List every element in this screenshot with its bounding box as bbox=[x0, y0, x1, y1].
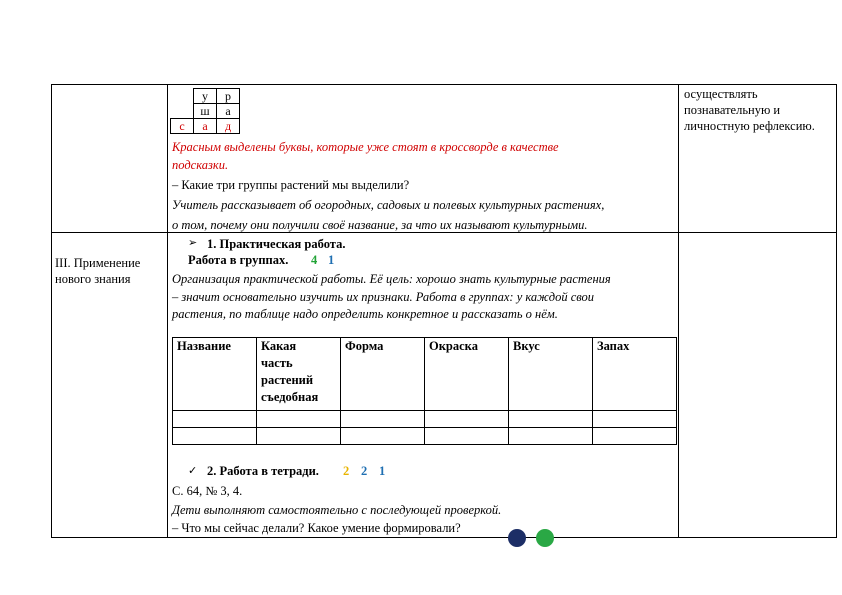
crossword-cell: а bbox=[217, 104, 240, 119]
table-cell[interactable] bbox=[425, 428, 509, 445]
teacher-note-line: Учитель рассказывает об огородных, садовых и полевых культурных растениях, bbox=[172, 198, 605, 212]
green-circle-icon bbox=[536, 529, 554, 547]
table-cell[interactable] bbox=[593, 411, 677, 428]
question-line: – Какие три группы растений мы выделили? bbox=[172, 178, 410, 192]
crossword-cell-hint: д bbox=[217, 119, 240, 134]
red-note-line: Красным выделены буквы, которые уже стоят в кроссворде в качестве bbox=[172, 140, 559, 154]
group-number-green: 4 bbox=[311, 253, 318, 267]
group-number-blue: 1 bbox=[328, 253, 335, 267]
table-cell[interactable] bbox=[341, 428, 425, 445]
number-blue: 2 bbox=[361, 464, 368, 478]
table-cell[interactable] bbox=[173, 411, 257, 428]
bullet-arrow-icon: ➢ bbox=[188, 237, 198, 249]
table-header-cell: Вкус bbox=[509, 338, 593, 411]
table-header-cell: Форма bbox=[341, 338, 425, 411]
table-header-cell: Какая часть растений съедобная bbox=[257, 338, 341, 411]
crossword-cell: ш bbox=[194, 104, 217, 119]
table-bottom-border bbox=[51, 537, 837, 538]
crossword-cell bbox=[171, 104, 194, 119]
table-cell[interactable] bbox=[257, 411, 341, 428]
table-cell[interactable] bbox=[257, 428, 341, 445]
table-cell[interactable] bbox=[341, 411, 425, 428]
crossword-cell-hint: с bbox=[171, 119, 194, 134]
table-cell[interactable] bbox=[593, 428, 677, 445]
crossword-cell: у bbox=[194, 89, 217, 104]
crossword-cell-hint: а bbox=[194, 119, 217, 134]
number-blue: 1 bbox=[379, 464, 386, 478]
page-reference: С. 64, № 3, 4. bbox=[172, 484, 243, 498]
table-header-cell: Запах bbox=[593, 338, 677, 411]
organization-text: растения, по таблице надо определить конкретное и рассказать о нём. bbox=[172, 307, 558, 321]
table-row bbox=[173, 411, 677, 428]
stage-title: III. Применение bbox=[55, 256, 141, 270]
reflection-text: осуществлять bbox=[684, 87, 758, 101]
crossword-cell: р bbox=[217, 89, 240, 104]
organization-text: – значит основательно изучить их признаки. Работа в группах: у каждой свои bbox=[172, 290, 595, 304]
table-cell[interactable] bbox=[425, 411, 509, 428]
reflection-text: познавательную и bbox=[684, 103, 781, 117]
table-col-divider-2 bbox=[678, 84, 679, 538]
table-col-divider-1 bbox=[167, 84, 168, 538]
table-cell[interactable] bbox=[509, 428, 593, 445]
notebook-work-heading: 2. Работа в тетради. bbox=[207, 464, 319, 478]
kids-instruction: Дети выполняют самостоятельно с последующей проверкой. bbox=[172, 503, 502, 517]
reflection-text: личностную рефлексию. bbox=[684, 119, 815, 133]
table-cell[interactable] bbox=[509, 411, 593, 428]
group-work-label: Работа в группах. bbox=[188, 253, 289, 267]
red-note-line: подсказки. bbox=[172, 158, 229, 172]
table-header-cell: Название bbox=[173, 338, 257, 411]
number-yellow: 2 bbox=[343, 464, 350, 478]
organization-text: Организация практической работы. Её цель: хорошо знать культурные растения bbox=[172, 272, 611, 286]
bullet-check-icon: ✓ bbox=[188, 465, 198, 477]
navy-circle-icon bbox=[508, 529, 526, 547]
table-cell[interactable] bbox=[173, 428, 257, 445]
practical-work-heading: 1. Практическая работа. bbox=[207, 237, 346, 251]
table-header-cell: Окраска bbox=[425, 338, 509, 411]
table-row bbox=[173, 428, 677, 445]
stage-title: нового знания bbox=[55, 272, 131, 286]
teacher-note-line: о том, почему они получили своё название, за что их называют культурными. bbox=[172, 218, 588, 232]
plant-properties-table bbox=[172, 337, 677, 445]
table-left-border bbox=[51, 84, 52, 538]
question-line: – Что мы сейчас делали? Какое умение формировали? bbox=[172, 521, 461, 535]
table-right-border bbox=[836, 84, 837, 538]
table-top-border bbox=[51, 84, 837, 85]
crossword-fragment bbox=[170, 88, 240, 134]
crossword-cell bbox=[171, 89, 194, 104]
